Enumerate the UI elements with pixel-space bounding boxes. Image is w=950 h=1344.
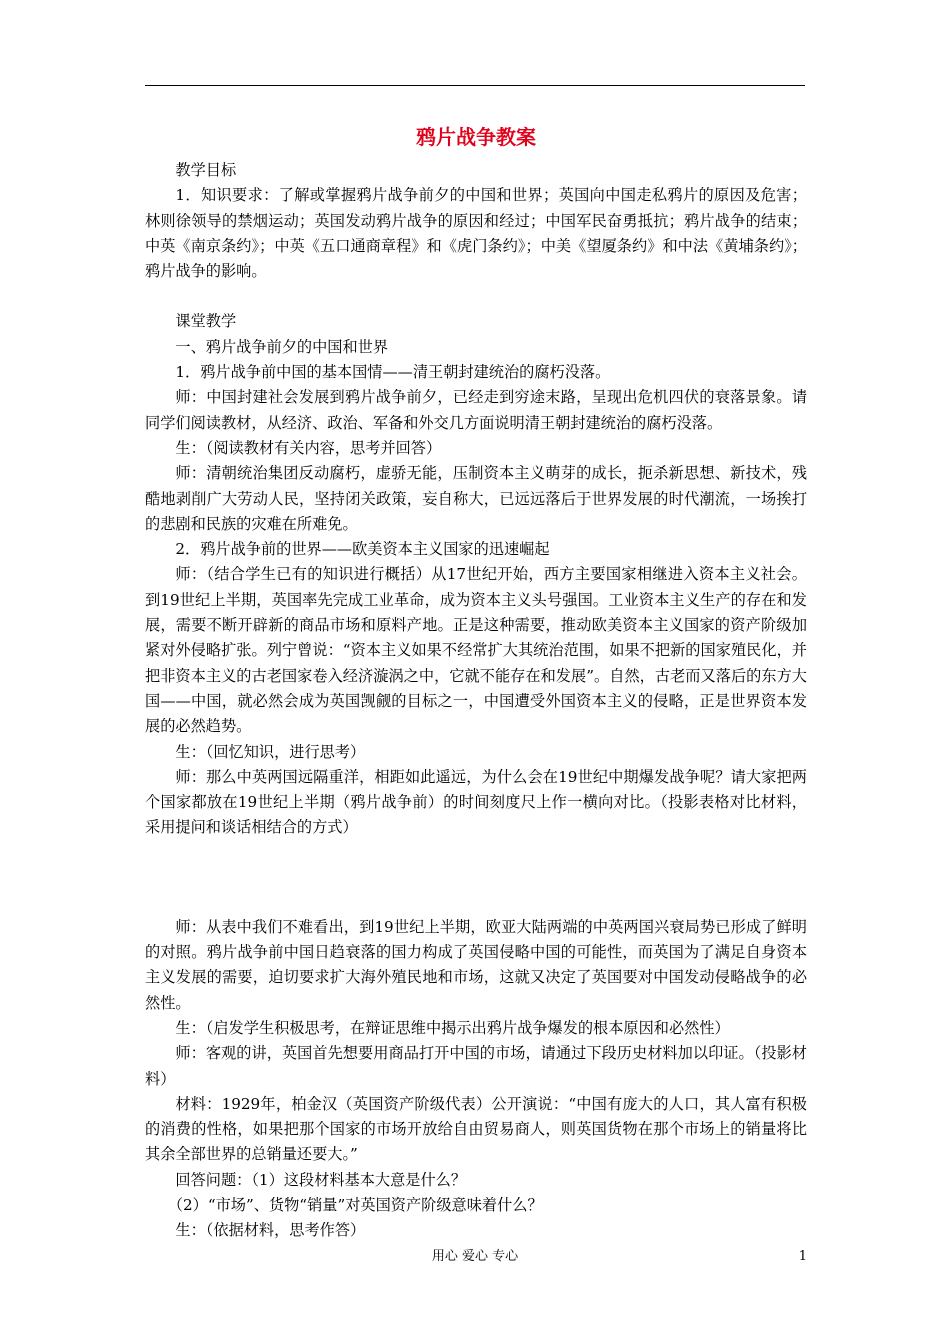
paragraph-teacher-2: 师：清朝统治集团反动腐朽，虚骄无能，压制资本主义萌芽的成长，扼杀新思想、新技术，残酷地剥削广大劳动人民，坚持闭关政策，妄自称大，已远远落后于世界发展的时代潮流，一场挨打的悲剧和民族的灾难在所难免。: [145, 464, 807, 533]
section-heading-classroom: 课堂教学: [175, 312, 237, 331]
section-heading-objectives: 教学目标: [175, 161, 237, 179]
paragraph-question-2: （2）“市场”、货物“销量”对英国资产阶级意味着什么？: [167, 1195, 543, 1214]
paragraph-student-3: 生：（启发学生积极思考，在辩证思维中揭示出鸦片战争爆发的根本原因和必然性）: [175, 1018, 730, 1037]
paragraph-teacher-5: 师：从表中我们不难看出，到19世纪上半期，欧亚大陆两端的中英两国兴衰局势已形成了鲜明的对照。鸦片战争前中国日趋衰落的国力构成了英国侵略中国的可能性，而英国为了满足自身资本主义发展的需要，迫切要求扩大海外殖民地和市场，这就又决定了英国要对中国发动侵略战争的必然性。: [145, 917, 807, 1012]
paragraph-teacher-3: 师：（结合学生已有的知识进行概括）从17世纪开始，西方主要国家相继进入资本主义社会。到19世纪上半期，英国率先完成工业革命，成为资本主义头号强国。工业资本主义生产的存在和发展，需要不断开辟新的商品市场和原料产地。正是这种需要，推动欧美资本主义国家的资产阶级加紧对外侵略扩张。列宁曾说：“资本主义如果不经常扩大其统治范围，如果不把新的国家殖民化，并把非资本主义的古老国家卷入经济漩涡之中，它就不能存在和发展”。自然，古老而又落后的东方大国——中国，就必然会成为英国觊觎的目标之一，中国遭受外国资本主义的侵略，正是世界资本发展的必然趋势。: [145, 565, 807, 736]
paragraph-question-1: 回答问题：（1）这段材料基本大意是什么？: [175, 1170, 467, 1189]
paragraph-teacher-4: 师：那么中英两国远隔重洋，相距如此遥远，为什么会在19世纪中期爆发战争呢？请大家把两个国家都放在19世纪上半期（鸦片战争前）的时间刻度尺上作一横向对比。（投影表格对比材料，采用提问和谈话相结合的方式）: [145, 767, 807, 837]
subheading-world-situation: 2．鸦片战争前的世界——欧美资本主义国家的迅速崛起: [175, 540, 550, 559]
footer-text: 用心 爱心 专心: [431, 1249, 519, 1264]
paragraph-student-1: 生：（阅读教材有关内容，思考并回答）: [175, 438, 442, 457]
subheading-china-situation: 1．鸦片战争前中国的基本国情——清王朝封建统治的腐朽没落。: [175, 363, 611, 382]
document-title: 鸦片战争教案: [416, 125, 536, 149]
paragraph-teacher-6: 师：客观的讲，英国首先想要用商品打开中国的市场，请通过下段历史材料加以印证。（投影材料）: [145, 1044, 807, 1088]
paragraph-knowledge-requirements: 1．知识要求：了解或掌握鸦片战争前夕的中国和世界；英国向中国走私鸦片的原因及危害；林则徐领导的禁烟运动；英国发动鸦片战争的原因和经过；中国军民奋勇抵抗；鸦片战争的结束；中英《南京条约》；中英《五口通商章程》和《虎门条约》；中美《望厦条约》和中法《黄埔条约》；鸦片战争的影响。: [145, 186, 807, 281]
header-rule: [145, 85, 805, 86]
paragraph-student-4: 生：（依据材料，思考作答）: [175, 1221, 366, 1240]
paragraph-teacher-1: 师：中国封建社会发展到鸦片战争前夕，已经走到穷途末路，呈现出危机四伏的衰落景象。请同学们阅读教材，从经济、政治、军备和外交几方面说明清王朝封建统治的腐朽没落。: [145, 388, 807, 432]
paragraph-material: 材料：1929年，柏金汉（英国资产阶级代表）公开演说：“中国有庞大的人口，其人富有积极的消费的性格，如果把那个国家的市场开放给自由贸易商人，则英国货物在那个市场上的销量将比其余全部世界的总销量还要大。”: [145, 1094, 807, 1164]
page-number: 1: [798, 1249, 807, 1264]
subheading-china-and-world: 一、鸦片战争前夕的中国和世界: [175, 337, 389, 356]
document-body: [145, 122, 807, 1244]
paragraph-student-2: 生：（回忆知识，进行思考）: [175, 742, 366, 761]
